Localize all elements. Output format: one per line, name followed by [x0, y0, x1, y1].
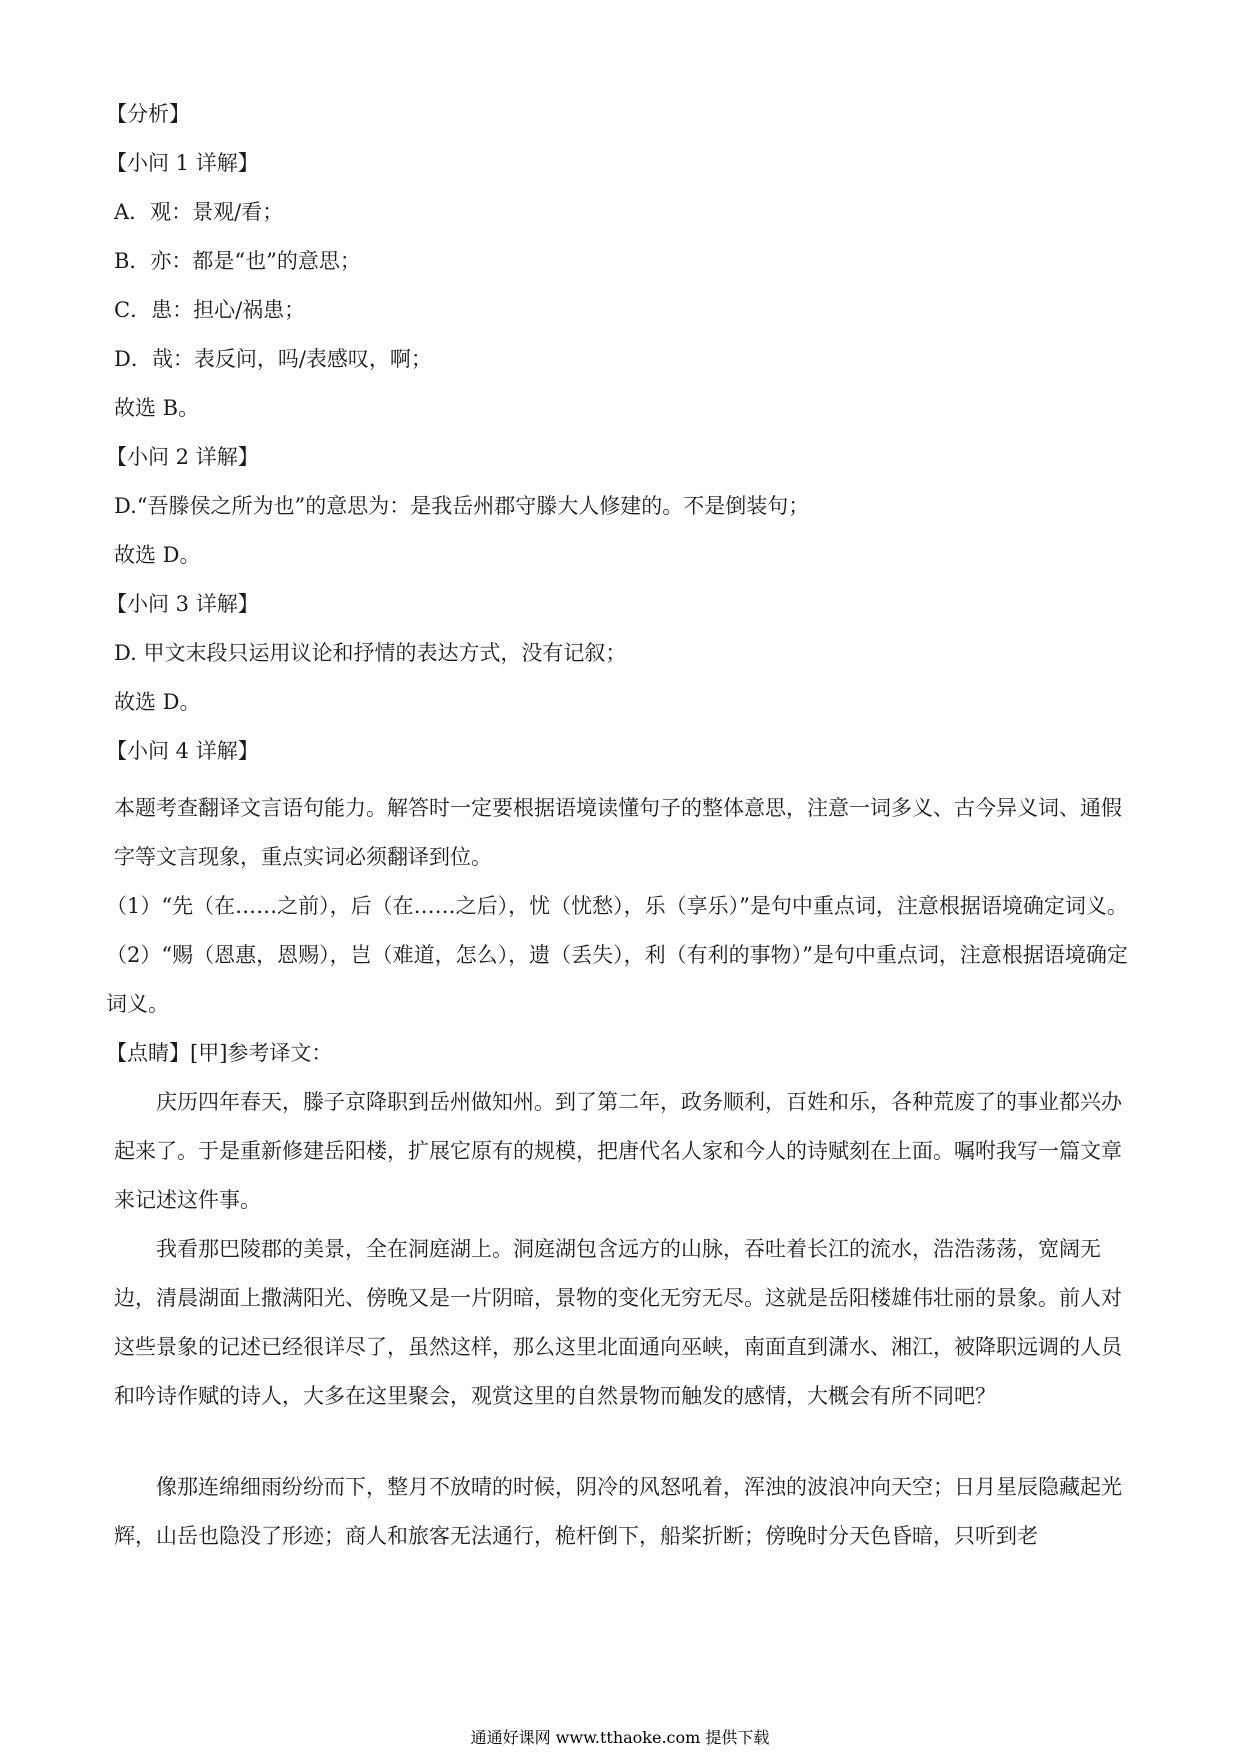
document-body	[106, 98, 1128, 1561]
translation-paragraph-1: 庆历四年春天，滕子京降职到岳州做知州。到了第二年，政务顺利，百姓和乐，各种荒废了的事业都兴办起来了。于是重新修建岳阳楼，扩展它原有的规模，把唐代名人家和今人的诗赋刻在上面。嘱咐我写一篇文章来记述这件事。	[114, 1090, 1122, 1212]
q4-item-2: （2）“赐（恩惠，恩赐），岂（难道，怎么），遗（丢失），利（有利的事物）”是句中重点词，注意根据语境确定词义。	[106, 943, 1128, 1016]
q1-option-c: C．患：担心/祸患；	[114, 298, 306, 322]
q1-option-b: B．亦：都是“也”的意思；	[114, 249, 361, 273]
paragraph-gap	[114, 1421, 1128, 1463]
translation-paragraph-2: 我看那巴陵郡的美景，全在洞庭湖上。洞庭湖包含远方的山脉，吞吐着长江的流水，浩浩荡荡，宽阔无边，清晨湖面上撒满阳光、傍晚又是一片阴暗，景物的变化无穷无尽。这就是岳阳楼雄伟壮丽的景象。前人对这些景象的记述已经很详尽了，虽然这样，那么这里北面通向巫峡，南面直到潇水、湘江，被降职远调的人员和吟诗作赋的诗人，大多在这里聚会，观赏这里的自然景物而触发的感情，大概会有所不同吧？	[114, 1237, 1122, 1408]
q1-option-d: D．哉：表反问，吗/表感叹，啊；	[114, 347, 432, 371]
q4-heading: 【小问 4 详解】	[106, 739, 259, 763]
q2-heading: 【小问 2 详解】	[106, 445, 259, 469]
q3-heading: 【小问 3 详解】	[106, 592, 259, 616]
analysis-heading: 【分析】	[106, 102, 190, 126]
commentary-heading: 【点睛】[甲]参考译文：	[106, 1041, 333, 1065]
q3-text: D. 甲文末段只运用议论和抒情的表达方式，没有记叙；	[114, 641, 627, 665]
page-footer: 通通好课网 www.tthaoke.com 提供下载	[470, 1728, 770, 1747]
q1-answer: 故选 B。	[114, 396, 200, 420]
q1-heading: 【小问 1 详解】	[106, 151, 259, 175]
q3-answer: 故选 D。	[114, 690, 201, 714]
q4-intro: 本题考查翻译文言语句能力。解答时一定要根据语境读懂句子的整体意思，注意一词多义、古今异义词、通假字等文言现象，重点实词必须翻译到位。	[114, 796, 1122, 869]
q2-answer: 故选 D。	[114, 543, 201, 567]
q2-text: D.“吾滕侯之所为也”的意思为：是我岳州郡守滕大人修建的。不是倒装句；	[114, 494, 810, 518]
translation-paragraph-3: 像那连绵细雨纷纷而下，整月不放晴的时候，阴冷的风怒吼着，浑浊的波浪冲向天空；日月星辰隐藏起光辉，山岳也隐没了形迹；商人和旅客无法通行，桅杆倒下，船桨折断；傍晚时分天色昏暗，只听到老	[114, 1475, 1122, 1548]
q4-item-1: （1）“先（在……之前），后（在……之后），忧（忧愁），乐（享乐）”是句中重点词，注意根据语境确定词义。	[106, 894, 1128, 918]
q1-option-a: A．观：景观/看；	[114, 200, 284, 224]
